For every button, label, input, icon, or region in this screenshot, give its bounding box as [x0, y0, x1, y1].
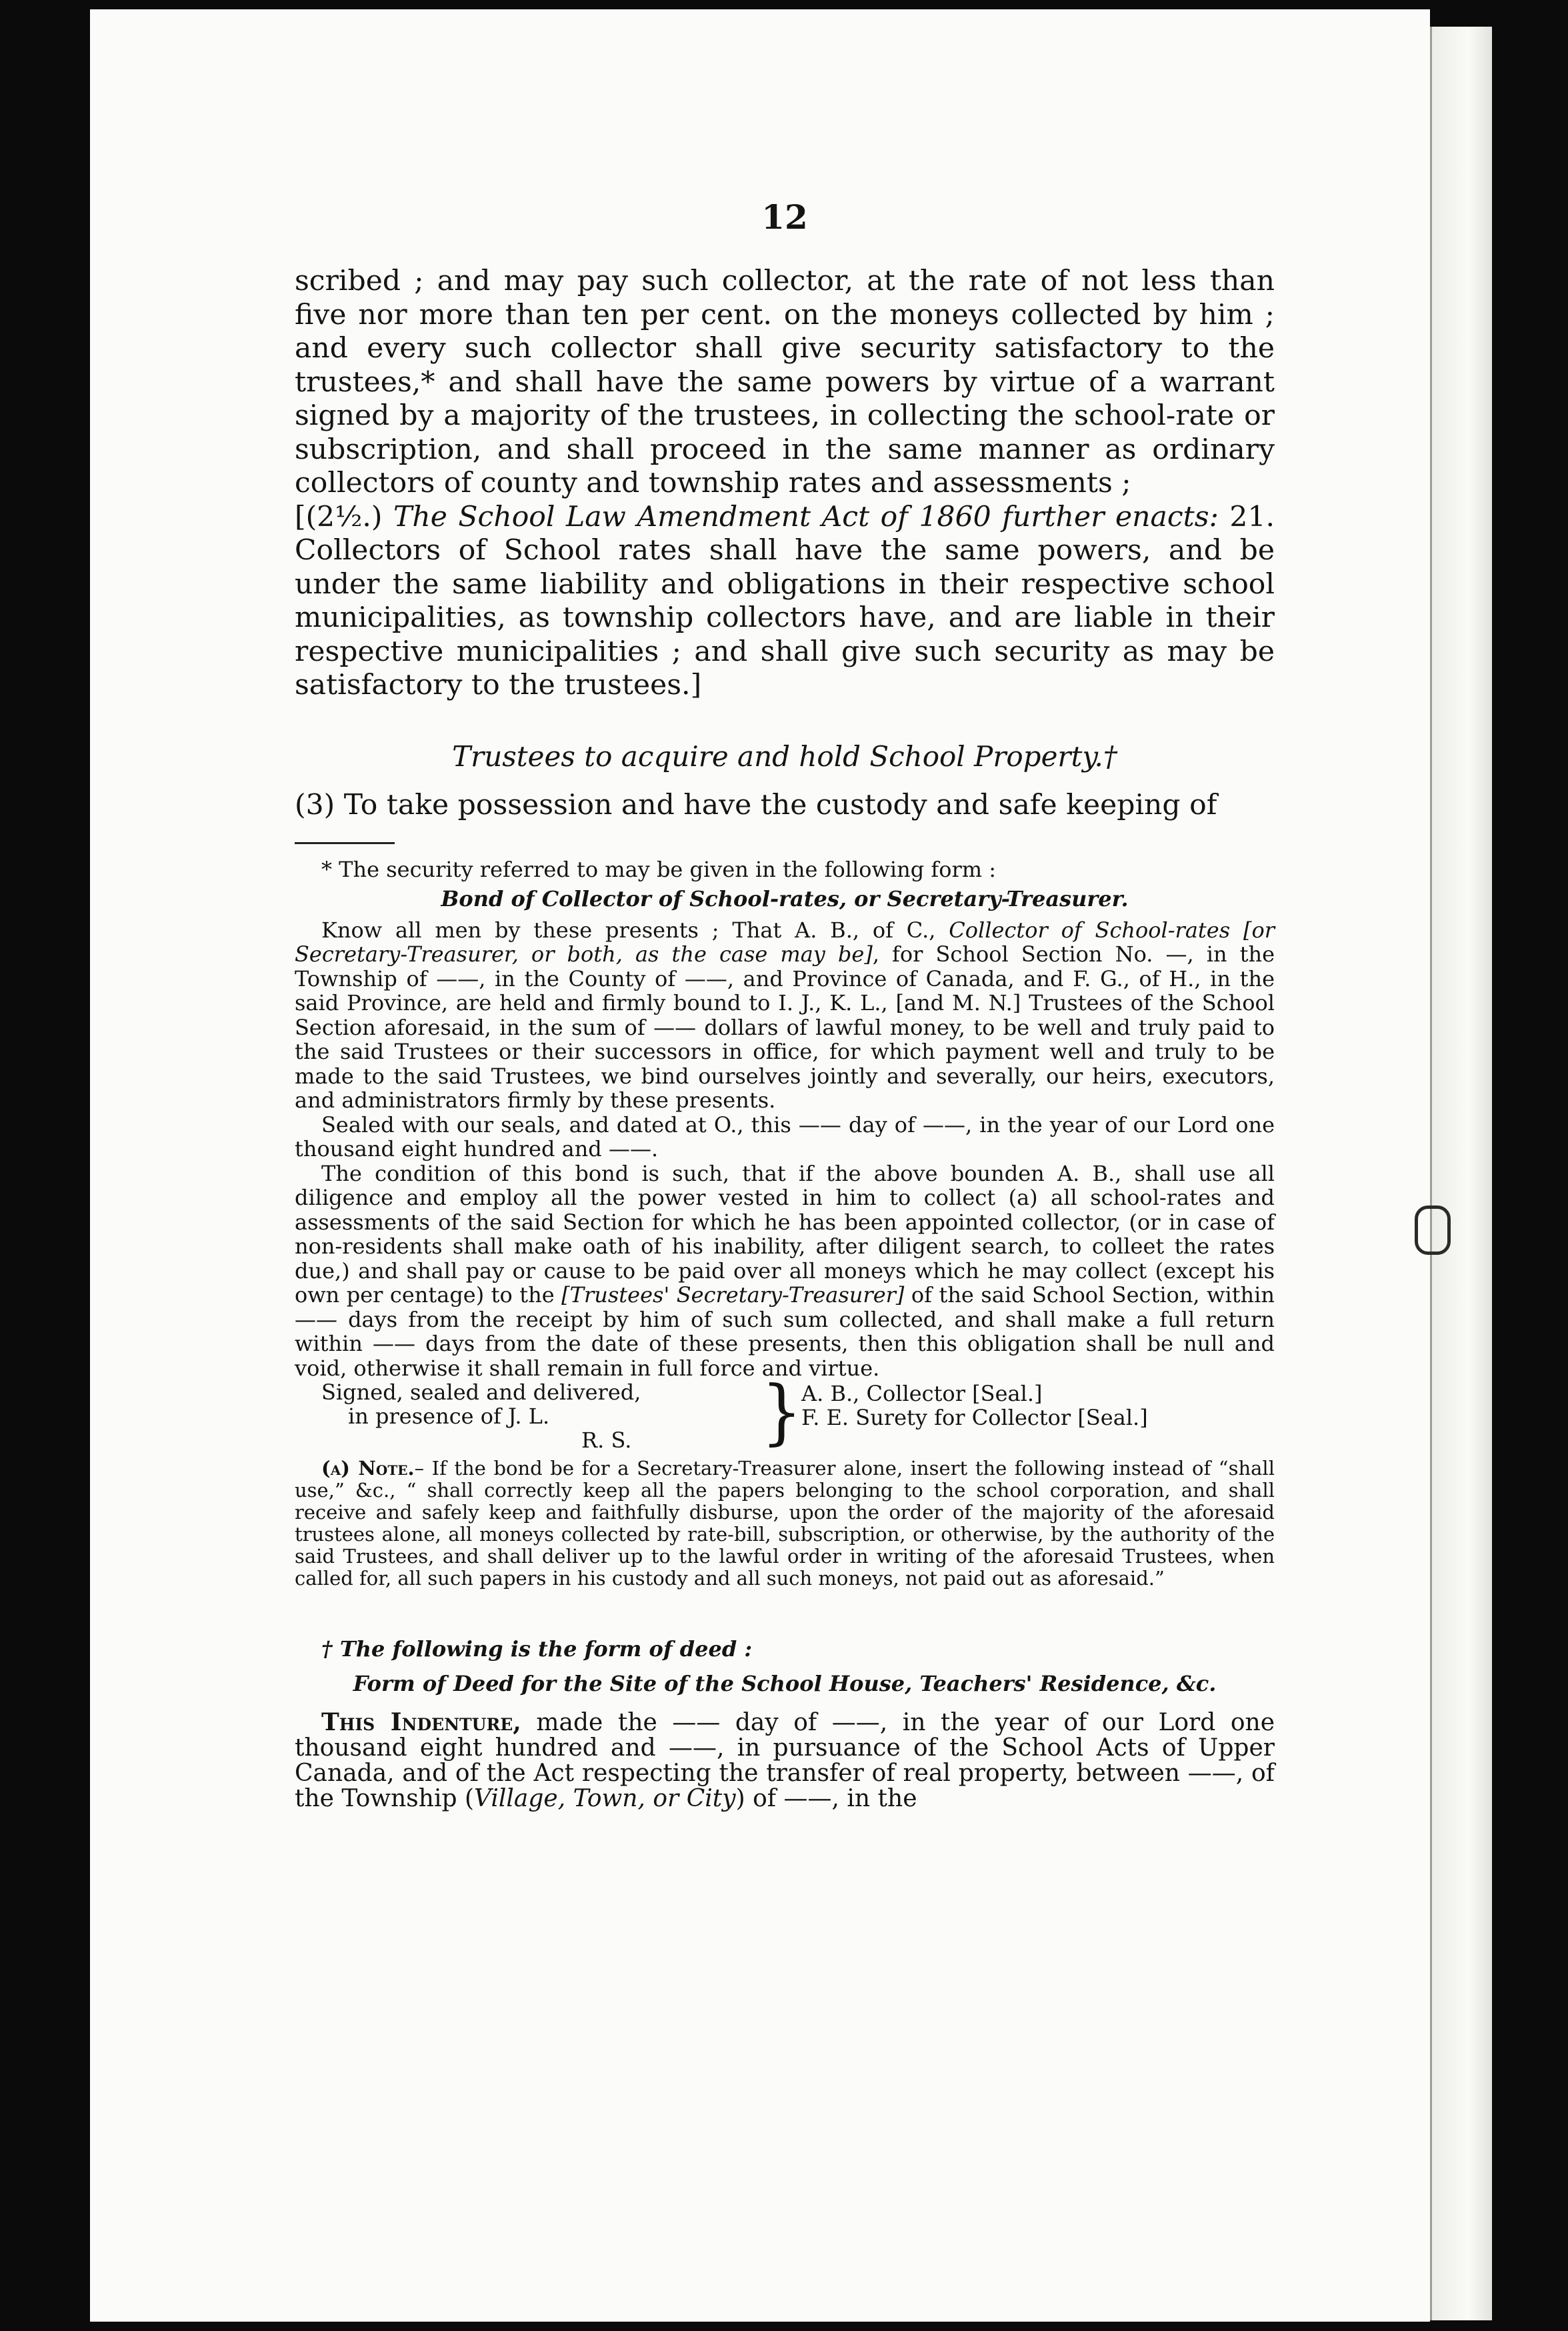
note-label: (a) Note. — [321, 1457, 415, 1480]
bond-paragraph-1 — [295, 918, 1275, 1113]
brace-glyph: } — [761, 1370, 803, 1453]
deed-a: made the —— day of ——, in the year of our Lord one thousand eight hundred and ——, in pursuance of the School Acts of Upper Canada, and of the Act respecting the transfer of real property, between ——, of the Township ( — [295, 1709, 1275, 1812]
next-page-edge — [1430, 27, 1492, 2320]
bond-p1-b: , for School Section No. —, in the Township of ——, in the County of ——, and Province of Canada, and F. G., of H., in the said Province, are held and firmly bound to I. J., K. L., [and M. N.] Trustees of the School Section aforesaid, in the sum of —— dollars of lawful money, to be well and truly paid to the said Trustees or their successors in office, for which payment well and truly to be made to the said Trustees, we bind ourselves jointly and severally, our heirs, executors, and administrators firmly by these presents. — [295, 941, 1275, 1113]
paragraph-collector-pay: scribed ; and may pay such collector, at the rate of not less than five nor more than ten per cent. on the moneys collected by him ; and every such collector shall give security satisfactory to the trustees,* and shall have the same powers by virtue of a warrant signed by a majority of the trustees, in collecting the school-rate or subscription, and shall proceed in the same manner as ordinary collectors of county and township rates and assessments ; — [295, 265, 1275, 499]
page-content — [295, 187, 1275, 1812]
deed-title: Form of Deed for the Site of the School House, Teachers' Residence, &c. — [353, 1671, 1217, 1696]
footnote-divider — [295, 842, 395, 844]
paragraph-amendment-act — [295, 501, 1275, 703]
note-text: – If the bond be for a Secretary-Treasurer alone, insert the following instead of “shall use,” &c., “ shall correctly keep all the papers belonging to the school corporation, and shall receive and safely keep and faithfully disburse, upon the order of the majority of the aforesaid trustees alone, all moneys collected by rate-bill, subscription, or otherwise, by the authority of the said Trustees, and shall deliver up to the lawful order in writing of the aforesaid Trustees, when called for, all such papers in his custody and all such moneys, not paid out as aforesaid.” — [295, 1457, 1275, 1590]
deed-italic: Village, Town, or City — [474, 1785, 736, 1812]
paragraph-amendment-italic: The School Law Amendment Act of 1860 further enacts: — [393, 500, 1219, 533]
bond-title: Bond of Collector of School-rates, or Secretary-Treasurer. — [441, 885, 1129, 911]
bond-paragraph-3 — [295, 1161, 1275, 1381]
bond-p3-b: of the said School Section, within —— days from the receipt by him of such sum collected, and shall make a full return within —— days from the date of these presents, then this obligation shall be null and void, otherwise it shall remain in full force and virtue. — [295, 1282, 1275, 1381]
signature-line-1: Signed, sealed and delivered, — [321, 1380, 641, 1405]
bond-p1-italic: Collector of School-rates [or Secretary-Treasurer, or both, as the case may be] — [295, 917, 1275, 967]
signature-line-2: in presence of J. L. — [348, 1404, 550, 1429]
signature-collector: A. B., Collector [Seal.] — [801, 1381, 1043, 1406]
deed-lead: This Indenture, — [321, 1708, 521, 1736]
bond-note — [295, 1458, 1275, 1590]
signature-line-3: R. S. — [581, 1428, 632, 1453]
deed-paragraph — [295, 1710, 1275, 1812]
signature-witnesses — [295, 1380, 761, 1452]
paragraph-amendment-lead: [(2½.) — [295, 500, 394, 533]
paragraph-custody: (3) To take possession and have the custody and safe keeping of — [295, 788, 1217, 821]
bond-paragraph-2: Sealed with our seals, and dated at O., this —— day of ——, in the year of our Lord one thousand eight hundred and ——. — [295, 1111, 1275, 1161]
paragraph-amendment-rest: 21. Collectors of School rates shall have the same powers, and be under the same liability and obligations in their respective school municipalities, as township collectors have, and are liable in their respective municipalities ; and shall give such security as may be satisfactory to the trustees.] — [295, 500, 1275, 701]
signature-surety: F. E. Surety for Collector [Seal.] — [801, 1405, 1148, 1430]
deed-b: ) of ——, in the — [735, 1785, 917, 1812]
signature-block — [295, 1370, 1275, 1453]
bond-p3-italic: [Trustees' Secretary-Treasurer] — [561, 1282, 905, 1308]
page-number: 12 — [761, 197, 808, 237]
signature-parties — [801, 1380, 1275, 1452]
deed-intro: † The following is the form of deed : — [321, 1636, 753, 1662]
section-subheading: Trustees to acquire and hold School Property.† — [452, 739, 1117, 773]
bond-p3-a: The condition of this bond is such, that if the above bounden A. B., shall use all diligence and employ all the power vested in him to collect (a) all school-rates and assessments of the said Section for which he has been appointed collector, (or in case of non-residents shall make oath of his inability, after diligent search, to colleet the rates due,) and shall pay or cause to be paid over all moneys which he may collect (except his own per centage) to the — [295, 1160, 1275, 1308]
bond-p1-a: Know all men by these presents ; That A. B., of C., — [321, 917, 949, 943]
binding-clip — [1415, 1206, 1451, 1255]
footnote-intro: * The security referred to may be given in the following form : — [321, 857, 997, 882]
